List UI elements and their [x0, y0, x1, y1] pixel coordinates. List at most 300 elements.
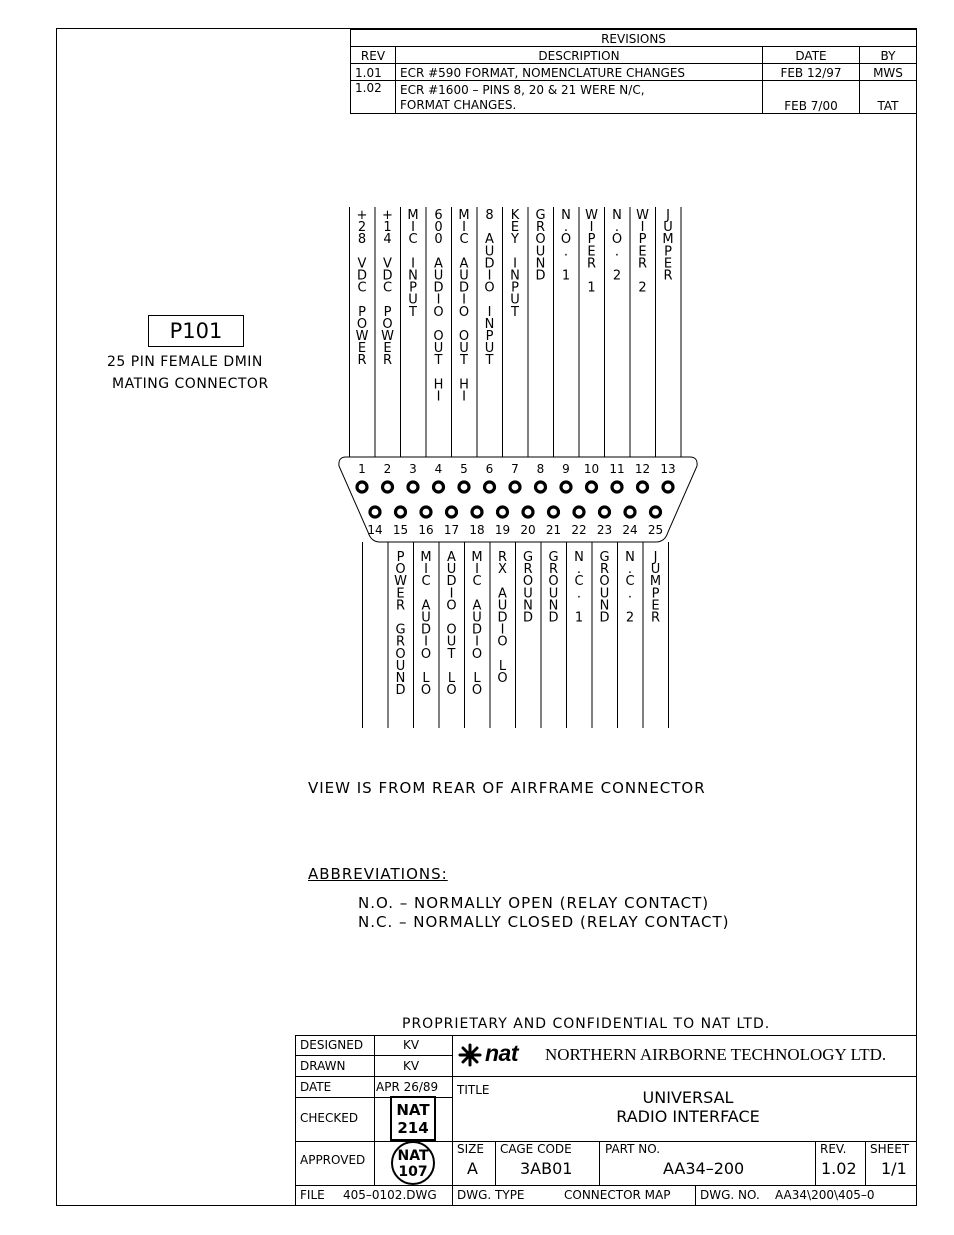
pin-label-char: U	[548, 586, 559, 602]
pin-label-char: I	[449, 586, 454, 602]
pin-label-char: 8	[357, 232, 367, 248]
date-cell: FEB 12/97	[763, 64, 860, 81]
pin-label-char: D	[535, 268, 546, 284]
pin-number-25: 25	[647, 523, 664, 537]
pin-label-char: I	[640, 220, 645, 236]
pin-label-char: U	[446, 562, 457, 578]
pin-label-char: O	[446, 622, 457, 638]
abbreviations-heading: ABBREVIATIONS:	[308, 865, 448, 883]
pin-label-char: .	[627, 586, 633, 602]
pin-label-char: P	[651, 586, 660, 602]
pin-number-10: 10	[583, 462, 600, 476]
pin-label-char: D	[522, 610, 534, 626]
pin-label-char: W	[585, 208, 598, 223]
pin-label-char: E	[587, 244, 596, 260]
pin-label-char: O	[446, 598, 457, 614]
pin-label-char: E	[510, 220, 520, 236]
size-value: A	[467, 1159, 478, 1178]
pin-socket-11	[612, 482, 622, 492]
pin-label-char: L	[498, 658, 507, 674]
pin-label-char: A	[485, 232, 494, 248]
pin-label-char: U	[472, 610, 482, 626]
pin-label-char: R	[497, 550, 508, 565]
pin-number-20: 20	[520, 523, 536, 537]
pin-socket-18	[472, 507, 482, 517]
pin-label-char: D	[599, 610, 610, 626]
pin-label-char: U	[523, 586, 533, 602]
pin-label-char: U	[663, 220, 673, 236]
pin-number-17: 17	[443, 523, 460, 537]
checked-stamp-line1: NAT	[396, 1101, 430, 1119]
pin-label-char: P	[358, 304, 366, 320]
pin-label-char: G	[395, 622, 406, 638]
pin-label-char: P	[396, 550, 405, 565]
pin-socket-21	[549, 507, 559, 517]
pin-label-char: O	[395, 562, 406, 578]
pin-label-char: I	[411, 220, 415, 236]
pin-label-char: O	[548, 574, 559, 590]
pin-label-char: E	[638, 244, 647, 260]
pin-label-char: P	[409, 280, 417, 296]
pin-label-char: V	[357, 256, 367, 272]
pin-label-char: I	[589, 220, 594, 236]
pin-label-char: I	[436, 389, 441, 405]
pin-socket-16	[421, 507, 431, 517]
pin-number-1: 1	[358, 462, 366, 476]
pin-label-char: C	[472, 574, 482, 590]
pin-label-char: P	[587, 232, 596, 248]
file-value: 405–0102.DWG	[343, 1188, 437, 1202]
pin-socket-5	[459, 482, 469, 492]
pin-number-21: 21	[545, 523, 562, 537]
pin-label-char: O	[356, 316, 368, 332]
pin-socket-20	[523, 507, 533, 517]
connector-id-box: P101	[148, 315, 244, 347]
pin-label-char: P	[485, 329, 494, 344]
abbreviation-item: N.C. – NORMALLY CLOSED (RELAY CONTACT)	[358, 913, 730, 931]
approved-stamp-line2: 107	[398, 1164, 428, 1180]
pin-label-char: R	[663, 268, 673, 284]
pin-label-char: L	[473, 671, 481, 686]
pin-label-char: 2	[625, 610, 635, 626]
pin-label-char: R	[637, 256, 648, 272]
rev-header: REV	[351, 47, 396, 64]
pin-label-char: U	[446, 634, 457, 650]
pin-label-char: O	[446, 683, 457, 699]
cage-code-label: CAGE CODE	[500, 1142, 572, 1156]
pin-label-char: N	[574, 550, 584, 565]
pin-label-char: I	[462, 389, 466, 405]
pin-label-char: R	[523, 562, 533, 578]
pin-label-char: R	[395, 634, 406, 650]
pin-label-char: .	[614, 220, 620, 236]
pin-socket-6	[485, 482, 495, 492]
pin-label-char: D	[395, 683, 406, 699]
pin-label-char: 2	[638, 280, 647, 296]
pin-label-char: U	[433, 268, 444, 284]
proprietary-notice: PROPRIETARY AND CONFIDENTIAL TO NAT LTD.	[402, 1016, 771, 1032]
pin-label-char: R	[382, 353, 393, 369]
pin-label-char: U	[650, 562, 661, 578]
pin-label-char: P	[664, 244, 672, 260]
description-cell: ECR #590 FORMAT, NOMENCLATURE CHANGES	[396, 64, 763, 81]
pin-number-4: 4	[434, 462, 443, 476]
pin-label-char: L	[422, 671, 430, 686]
pin-label-char: A	[498, 586, 507, 602]
pin-socket-10	[587, 482, 597, 492]
pin-label-char: I	[424, 562, 428, 578]
pin-number-22: 22	[571, 523, 587, 537]
pin-label-char: O	[420, 683, 432, 699]
pin-label-char: R	[548, 562, 559, 578]
pin-label-char: O	[611, 232, 623, 248]
pin-label-char: O	[471, 683, 483, 699]
rev-value: 1.02	[821, 1159, 857, 1178]
pin-label-char: R	[357, 353, 367, 369]
pin-label-char: U	[421, 610, 431, 626]
date-value: APR 26/89	[376, 1080, 439, 1094]
pin-label-char: R	[650, 610, 661, 626]
checked-stamp	[390, 1096, 436, 1141]
pin-label-char: D	[458, 280, 470, 296]
pin-label-char: D	[382, 268, 393, 284]
pin-label-char: O	[599, 574, 610, 590]
pin-label-char: P	[383, 304, 392, 320]
pin-label-char: I	[500, 622, 505, 638]
pin-label-char: G	[535, 208, 546, 223]
pin-number-8: 8	[536, 462, 545, 476]
pin-label-char: U	[535, 244, 546, 260]
pin-label-char: U	[510, 292, 520, 308]
pin-label-char: T	[409, 304, 417, 320]
checked-label: CHECKED	[300, 1111, 359, 1125]
sheet-value: 1/1	[881, 1159, 907, 1178]
pin-socket-8	[536, 482, 546, 492]
pin-number-3: 3	[409, 462, 417, 476]
pin-socket-25	[651, 507, 661, 517]
pin-label-char: H	[459, 377, 469, 393]
pin-number-11: 11	[609, 462, 625, 476]
nat-logo-icon	[458, 1043, 482, 1067]
pin-label-char: R	[599, 562, 610, 578]
pin-label-char: A	[447, 550, 456, 565]
pin-socket-4	[434, 482, 444, 492]
by-header: BY	[860, 47, 917, 64]
pin-label-char: R	[535, 220, 546, 236]
pin-label-char: .	[563, 220, 569, 236]
file-label: FILE	[300, 1188, 325, 1202]
abbreviation-item: N.O. – NORMALLY OPEN (RELAY CONTACT)	[358, 894, 710, 912]
pin-label-char: M	[471, 550, 483, 565]
pin-label-char: 1	[574, 610, 584, 626]
cage-code-value: 3AB01	[520, 1159, 573, 1178]
checked-stamp-line2: 214	[397, 1119, 429, 1137]
pin-label-char: 2	[357, 220, 367, 236]
pin-label-char: 6	[434, 208, 443, 223]
rev-label: REV.	[820, 1142, 847, 1156]
pin-label-char: I	[487, 268, 492, 284]
pin-label-char: T	[447, 646, 456, 662]
pin-label-char: T	[485, 353, 494, 369]
pin-label-char: 1	[587, 280, 596, 296]
pin-label-char: O	[560, 232, 572, 248]
title-line2: RADIO INTERFACE	[616, 1107, 760, 1126]
pin-label-char: .	[576, 562, 582, 578]
pin-label-char: 4	[383, 232, 392, 248]
pin-socket-7	[510, 482, 520, 492]
pin-label-char: D	[433, 280, 444, 296]
pin-label-char: D	[446, 574, 457, 590]
pin-label-char: W	[636, 208, 649, 223]
pin-label-char: +	[382, 208, 393, 223]
connector-description-line1: 25 PIN FEMALE DMIN	[107, 354, 263, 370]
dwg-no-value: AA34\200\405–0	[775, 1188, 875, 1202]
pin-label-char: N	[510, 268, 520, 284]
revisions-title: REVISIONS	[351, 30, 917, 47]
pin-label-char: O	[433, 329, 444, 344]
pin-label-char: O	[458, 304, 470, 320]
pin-label-char: R	[395, 598, 406, 614]
pin-label-char: O	[433, 304, 444, 320]
pin-label-char: A	[459, 256, 469, 272]
pin-label-char: A	[434, 256, 443, 272]
date-label: DATE	[300, 1080, 332, 1094]
pin-label-char: J	[666, 208, 670, 223]
pin-label-char: J	[653, 550, 658, 565]
pin-label-char: N	[625, 550, 635, 565]
description-line: FORMAT CHANGES.	[400, 98, 517, 112]
company-name: NORTHERN AIRBORNE TECHNOLOGY LTD.	[545, 1045, 887, 1064]
dwg-type-value: CONNECTOR MAP	[564, 1188, 671, 1202]
pin-socket-13	[663, 482, 673, 492]
pin-label-char: 2	[612, 268, 622, 284]
description-header: DESCRIPTION	[396, 47, 763, 64]
pin-number-2: 2	[383, 462, 392, 476]
approved-stamp-line1: NAT	[397, 1148, 429, 1164]
by-cell: MWS	[860, 64, 917, 81]
pin-label-char: D	[420, 622, 432, 638]
description-line: ECR #1600 – PINS 8, 20 & 21 WERE N/C,	[400, 83, 645, 97]
pin-label-char: P	[638, 232, 647, 248]
pin-label-char: M	[649, 574, 662, 590]
pin-label-char: I	[436, 292, 441, 308]
size-label: SIZE	[457, 1142, 484, 1156]
dwg-no-label: DWG. NO.	[700, 1188, 760, 1202]
pin-label-char: Y	[511, 232, 519, 248]
pin-label-char: P	[511, 280, 519, 296]
pin-number-16: 16	[418, 523, 434, 537]
pin-label-char: U	[497, 598, 508, 614]
pin-label-char: 8	[485, 208, 494, 223]
pin-number-12: 12	[634, 462, 651, 476]
pin-label-char: D	[497, 610, 508, 626]
designed-label: DESIGNED	[300, 1038, 364, 1052]
pin-label-char: U	[408, 292, 418, 308]
pin-label-char: I	[411, 256, 415, 272]
pin-label-char: W	[394, 574, 407, 590]
pin-label-char: C	[408, 232, 418, 248]
pin-label-char: R	[586, 256, 597, 272]
pin-label-char: +	[356, 208, 368, 223]
pin-label-char: E	[357, 341, 367, 357]
pin-label-char: O	[382, 316, 393, 332]
dwg-type-label: DWG. TYPE	[457, 1188, 525, 1202]
pin-label-char: X	[498, 562, 507, 578]
pin-label-char: W	[381, 329, 394, 344]
pin-label-char: D	[471, 622, 483, 638]
rev-cell: 1.01	[351, 64, 396, 81]
pin-label-char: U	[599, 586, 610, 602]
pin-label-char: T	[460, 353, 468, 369]
pin-label-char: N	[535, 256, 546, 272]
pin-label-char: U	[459, 268, 469, 284]
pin-label-char: T	[434, 353, 443, 369]
pin-label-char: D	[548, 610, 559, 626]
title-line1: UNIVERSAL	[642, 1088, 734, 1107]
pin-socket-9	[561, 482, 571, 492]
pin-label-char: U	[459, 341, 469, 357]
pin-label-char: C	[421, 574, 431, 590]
pin-label-char: I	[462, 292, 466, 308]
pin-socket-22	[574, 507, 584, 517]
pin-label-char: U	[395, 658, 406, 674]
pin-socket-14	[370, 507, 380, 517]
rev-cell: 1.02	[351, 81, 396, 114]
pin-label-char: 1	[561, 268, 571, 284]
pin-label-char: I	[487, 304, 492, 320]
drawn-label: DRAWN	[300, 1059, 346, 1073]
pin-label-char: N	[523, 598, 533, 614]
pin-socket-15	[396, 507, 406, 517]
pin-label-char: O	[497, 671, 508, 686]
pin-socket-3	[408, 482, 418, 492]
pin-number-5: 5	[460, 462, 468, 476]
pin-number-18: 18	[469, 523, 485, 537]
approved-label: APPROVED	[300, 1153, 366, 1167]
title-label: TITLE	[457, 1083, 490, 1097]
by-cell: TAT	[860, 81, 917, 114]
pin-number-24: 24	[622, 523, 638, 537]
pin-number-19: 19	[494, 523, 511, 537]
pin-socket-1	[357, 482, 367, 492]
pin-label-char: M	[407, 208, 419, 223]
pin-label-char: C	[357, 280, 367, 296]
pin-label-char: E	[383, 341, 392, 357]
pin-socket-19	[498, 507, 508, 517]
pin-label-char: U	[484, 244, 495, 260]
pin-label-char: M	[420, 550, 432, 565]
pin-label-char: .	[576, 586, 582, 602]
pin-label-char: O	[522, 574, 534, 590]
pin-label-char: W	[355, 329, 369, 344]
pin-number-13: 13	[660, 462, 676, 476]
part-no-value: AA34–200	[663, 1159, 745, 1178]
pin-label-char: O	[497, 634, 508, 650]
pin-label-char: I	[475, 634, 479, 650]
pin-label-char: V	[383, 256, 392, 272]
pin-label-char: O	[458, 329, 470, 344]
pin-label-char: 0	[434, 220, 443, 236]
pin-label-char: U	[433, 341, 444, 357]
pin-number-6: 6	[485, 462, 494, 476]
designed-value: KV	[403, 1038, 420, 1052]
pin-number-14: 14	[367, 523, 383, 537]
pin-label-char: U	[484, 341, 495, 357]
pin-label-char: M	[662, 232, 674, 248]
pin-label-char: I	[424, 634, 428, 650]
pin-label-char: G	[548, 550, 559, 565]
part-no-label: PART NO.	[605, 1142, 661, 1156]
pin-label-char: L	[447, 671, 456, 686]
pin-label-char: H	[433, 377, 444, 393]
pin-label-char: O	[471, 646, 483, 662]
pin-label-char: 0	[434, 232, 443, 248]
date-header: DATE	[763, 47, 860, 64]
pin-label-char: N	[612, 208, 622, 223]
pin-label-char: O	[420, 646, 432, 662]
pin-label-char: C	[574, 574, 584, 590]
pin-label-char: O	[535, 232, 546, 248]
pin-socket-2	[383, 482, 393, 492]
pin-socket-23	[600, 507, 610, 517]
view-note: VIEW IS FROM REAR OF AIRFRAME CONNECTOR	[308, 779, 706, 797]
pin-label-char: C	[625, 574, 635, 590]
pin-label-char: O	[395, 646, 406, 662]
pin-label-char: N	[408, 268, 418, 284]
drawn-value: KV	[403, 1059, 420, 1073]
pin-label-char: G	[522, 550, 534, 565]
approved-stamp	[391, 1141, 435, 1185]
pin-label-char: .	[614, 244, 620, 260]
pin-label-char: I	[513, 256, 517, 272]
pin-label-char: O	[484, 280, 495, 296]
pin-label-char: C	[459, 232, 469, 248]
pin-label-char: A	[472, 598, 482, 614]
pin-label-char: N	[599, 598, 610, 614]
pin-label-char: 1	[383, 220, 392, 236]
pin-label-char: I	[475, 562, 479, 578]
pin-label-char: N	[561, 208, 571, 223]
pin-number-23: 23	[596, 523, 613, 537]
pin-label-char: N	[395, 671, 406, 686]
pin-label-char: T	[511, 304, 519, 320]
sheet-label: SHEET	[870, 1142, 910, 1156]
pin-socket-17	[447, 507, 457, 517]
pin-socket-12	[638, 482, 648, 492]
pin-label-char: N	[548, 598, 559, 614]
pin-label-char: D	[356, 268, 368, 284]
pin-label-char: .	[627, 562, 633, 578]
pin-label-char: E	[396, 586, 405, 602]
date-cell: FEB 7/00	[763, 81, 860, 114]
pin-label-char: E	[651, 598, 660, 614]
pin-label-char: M	[458, 208, 470, 223]
connector-description-line2: MATING CONNECTOR	[112, 376, 269, 392]
pin-label-char: C	[382, 280, 393, 296]
pin-label-char: N	[484, 316, 495, 332]
title-block	[295, 1035, 917, 1206]
pin-label-char: .	[563, 244, 569, 260]
pin-label-char: I	[462, 220, 466, 236]
pin-socket-24	[625, 507, 635, 517]
pin-label-char: D	[484, 256, 495, 272]
pin-label-char: A	[421, 598, 431, 614]
pin-label-char: G	[599, 550, 610, 565]
pin-label-char: K	[510, 208, 520, 223]
pin-number-9: 9	[562, 462, 570, 476]
pin-number-7: 7	[511, 462, 519, 476]
nat-logo-text: nat	[485, 1040, 518, 1066]
